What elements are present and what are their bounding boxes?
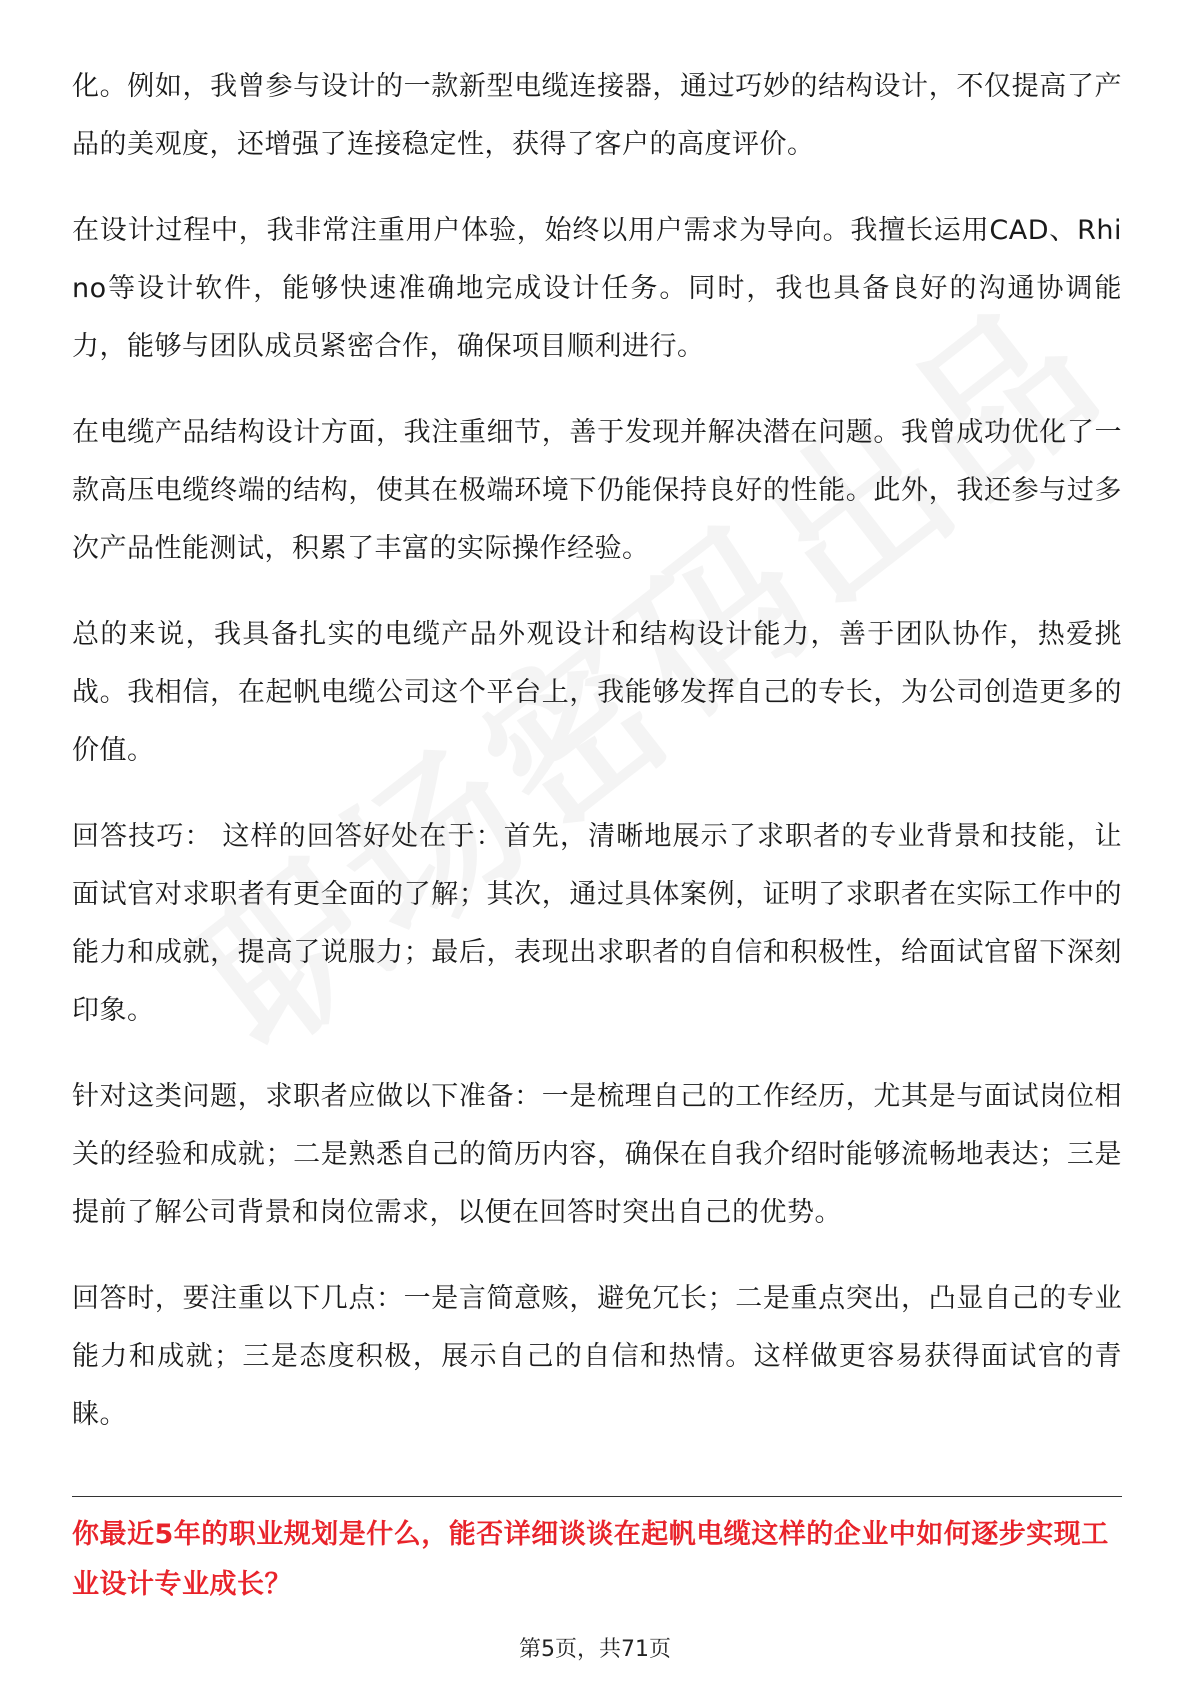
paragraph: 回答时，要注重以下几点：一是言简意赅，避免冗长；二是重点突出，凸显自己的专业能力和成就；三是态度积极，展示自己的自信和热情。这样做更容易获得面试官的青睐。: [72, 1283, 1122, 1430]
paragraph: 在电缆产品结构设计方面，我注重细节，善于发现并解决潜在问题。我曾成功优化了一款高压电缆终端的结构，使其在极端环境下仍能保持良好的性能。此外，我还参与过多次产品性能测试，积累了丰富的实际操作经验。: [72, 417, 1122, 564]
paragraph: 化。例如，我曾参与设计的一款新型电缆连接器，通过巧妙的结构设计，不仅提高了产品的美观度，还增强了连接稳定性，获得了客户的高度评价。: [72, 71, 1122, 160]
paragraph: 针对这类问题，求职者应做以下准备：一是梳理自己的工作经历，尤其是与面试岗位相关的经验和成就；二是熟悉自己的简历内容，确保在自我介绍时能够流畅地表达；三是提前了解公司背景和岗位需求，以便在回答时突出自己的优势。: [72, 1081, 1122, 1228]
answer-body: [72, 58, 1122, 1472]
page-number: 第5页，共71页: [519, 1637, 671, 1662]
paragraph: 在设计过程中，我非常注重用户体验，始终以用户需求为导向。我擅长运用CAD、Rhino等设计软件，能够快速准确地完成设计任务。同时，我也具备良好的沟通协调能力，能够与团队成员紧密合作，确保项目顺利进行。: [72, 215, 1122, 362]
next-question-heading: 你最近5年的职业规划是什么，能否详细谈谈在起帆电缆这样的企业中如何逐步实现工业设计专业成长？: [72, 1519, 1109, 1600]
section-divider: [72, 1496, 1122, 1497]
answer-tips-paragraph: 回答技巧： 这样的回答好处在于：首先，清晰地展示了求职者的专业背景和技能，让面试官对求职者有更全面的了解；其次，通过具体案例，证明了求职者在实际工作中的能力和成就，提高了说服力；最后，表现出求职者的自信和积极性，给面试官留下深刻印象。: [72, 821, 1122, 1026]
paragraph: 总的来说，我具备扎实的电缆产品外观设计和结构设计能力，善于团队协作，热爱挑战。我相信，在起帆电缆公司这个平台上，我能够发挥自己的专长，为公司创造更多的价值。: [72, 619, 1122, 766]
